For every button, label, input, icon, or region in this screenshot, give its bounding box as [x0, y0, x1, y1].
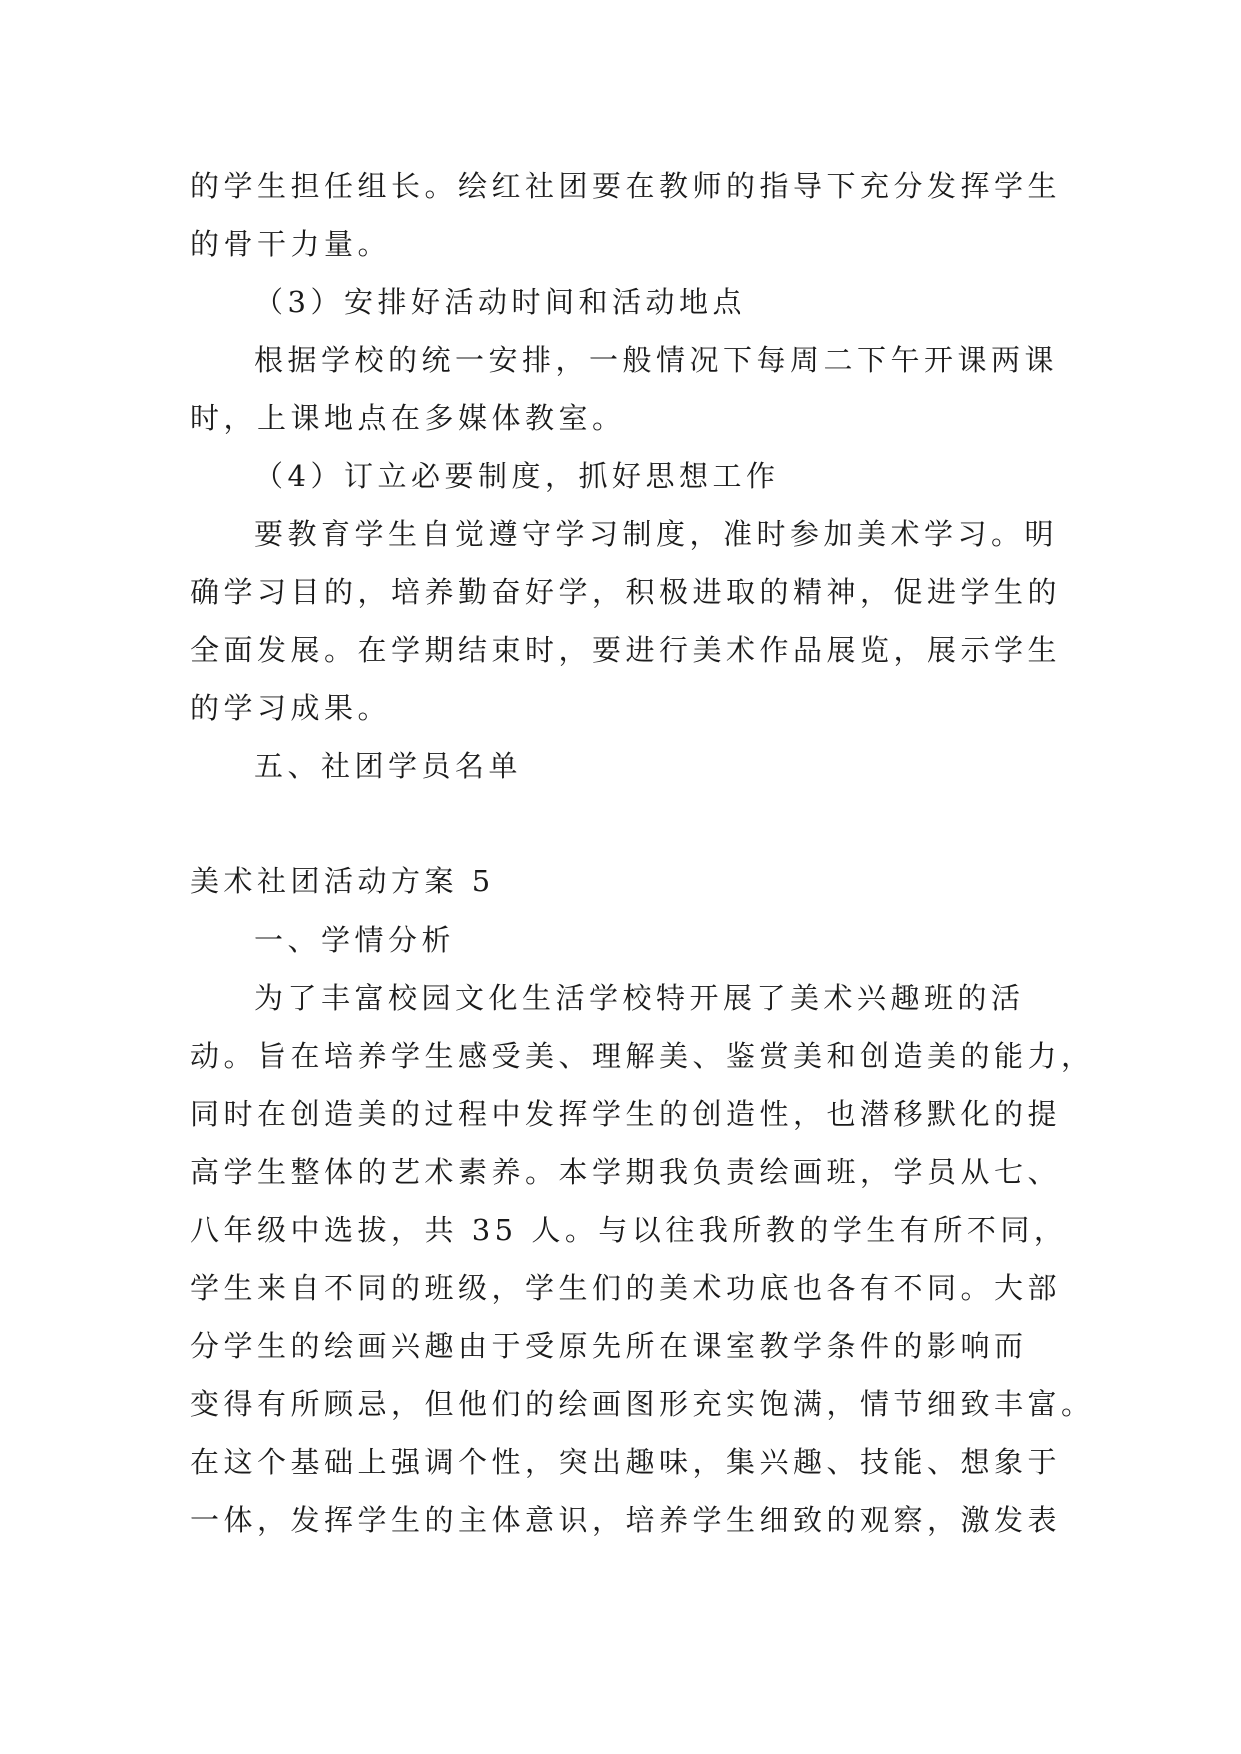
- paragraph-line: 确学习目的，培养勤奋好学，积极进取的精神，促进学生的: [190, 575, 1062, 609]
- paragraph-line: 分学生的绘画兴趣由于受原先所在课室教学条件的影响而: [190, 1329, 1028, 1363]
- paragraph-line: 动。旨在培养学生感受美、理解美、鉴赏美和创造美的能力，: [190, 1039, 1095, 1073]
- paragraph-line: 根据学校的统一安排，一般情况下每周二下午开课两课: [254, 343, 1059, 377]
- section-heading: 五、社团学员名单: [254, 749, 523, 783]
- paragraph-line: 全面发展。在学期结束时，要进行美术作品展览，展示学生: [190, 633, 1062, 667]
- paragraph-line: 在这个基础上强调个性，突出趣味，集兴趣、技能、想象于: [190, 1445, 1062, 1479]
- section-heading: （3）安排好活动时间和活动地点: [254, 285, 746, 319]
- paragraph-line: 时，上课地点在多媒体教室。: [190, 401, 626, 435]
- paragraph-line: 学生来自不同的班级，学生们的美术功底也各有不同。大部: [190, 1271, 1062, 1305]
- paragraph-line: 的骨干力量。: [190, 227, 392, 261]
- paragraph-line: 为了丰富校园文化生活学校特开展了美术兴趣班的活: [254, 981, 1025, 1015]
- paragraph-line: 的学习成果。: [190, 691, 392, 725]
- paragraph-line: 变得有所顾忌，但他们的绘画图形充实饱满，情节细致丰富。: [190, 1387, 1095, 1421]
- paragraph-line: 高学生整体的艺术素养。本学期我负责绘画班，学员从七、: [190, 1155, 1062, 1189]
- paragraph-line: 要教育学生自觉遵守学习制度，准时参加美术学习。明: [254, 517, 1059, 551]
- section-heading: （4）订立必要制度，抓好思想工作: [254, 459, 780, 493]
- paragraph-line: 一体，发挥学生的主体意识，培养学生细致的观察，激发表: [190, 1503, 1062, 1537]
- paragraph-line: 的学生担任组长。绘红社团要在教师的指导下充分发挥学生: [190, 169, 1062, 203]
- paragraph-line: 同时在创造美的过程中发挥学生的创造性，也潜移默化的提: [190, 1097, 1062, 1131]
- paragraph-line: 八年级中选拔，共 35 人。与以往我所教的学生有所不同，: [190, 1213, 1068, 1247]
- document-title: 美术社团活动方案 5: [190, 864, 495, 898]
- section-heading: 一、学情分析: [254, 923, 456, 957]
